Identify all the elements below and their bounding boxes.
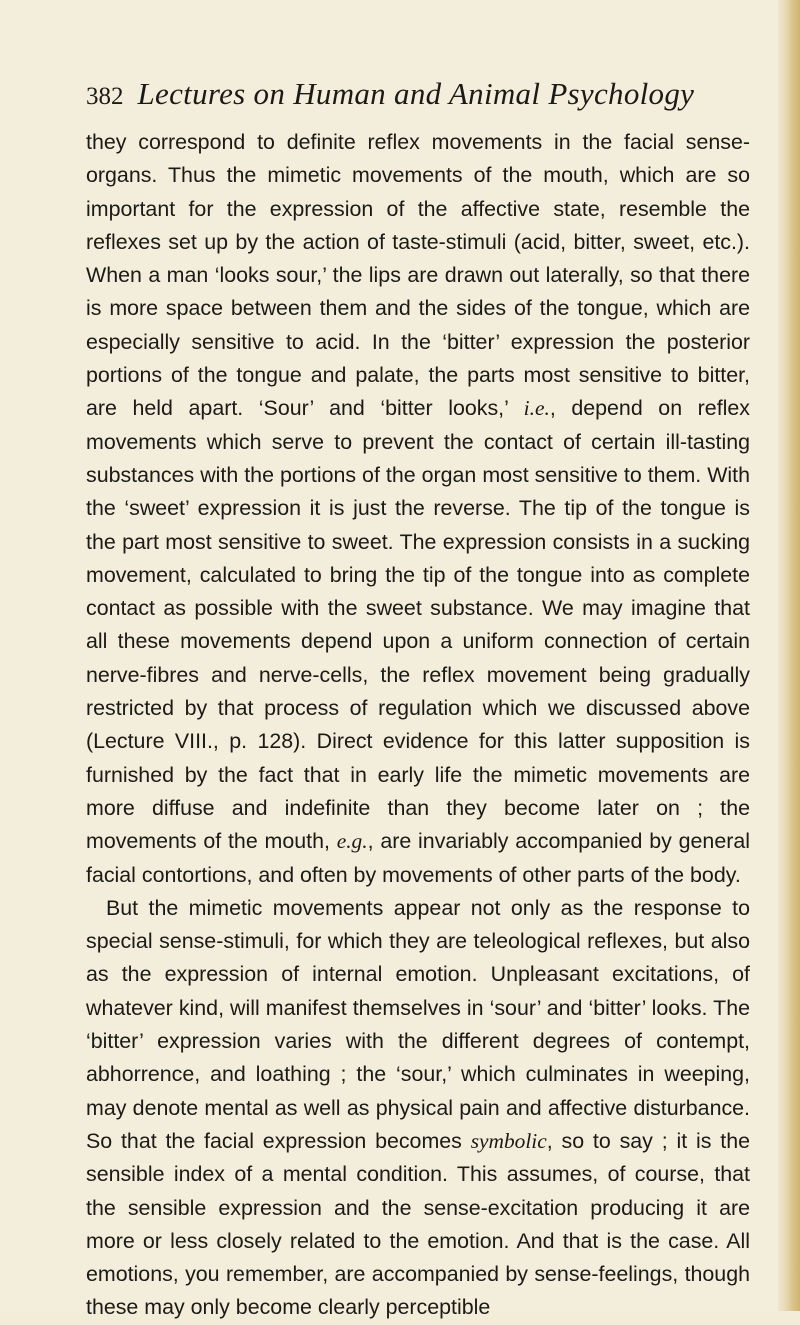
page-edge — [778, 0, 800, 1311]
text-run: , so to say ; it is the sensible index of a mental condition. This assumes, of course, that the sensible expression and the sense-excitation producing it are more or less closely related to the emotion. And that is the case. All emotions, you remember, are accompanied by sense-feelings, though these may only become clearly perceptible — [86, 1128, 750, 1320]
italic-run: e.g. — [336, 829, 368, 854]
text-run: , depend on reflex movements which serve to prevent the contact of certain ill-tasting substances with the portions of the organ most sensitive to them. With the ‘sweet’ expression it is just the reverse. The tip of the tongue is the part most sensitive to sweet. The expression consists in a sucking movement, calculated to bring the tip of the tongue into as complete contact as possible with the sweet substance. We may imagine that all these movements depend upon a uniform connection of certain nerve-fibres and nerve-cells, the reflex movement being gradually restricted by that process of regulation which we discussed above (Lecture VIII., p. 128). Direct evidence for this latter supposition is furnished by the fact that in early life the mimetic movements are more diffuse and indefinite than they become later on ; the movements of the mouth, — [86, 396, 750, 854]
text-run: they correspond to definite reflex movements in the facial sense-organs. Thus the mimetic movements of the mouth, which are so important for the expression of the affective state, resemble the reflexes set up by the action of taste-stimuli (acid, bitter, sweet, etc.). When a man ‘looks sour,’ the lips are drawn out laterally, so that there is more space between them and the sides of the tongue, which are especially sensitive to acid. In the ‘bitter’ expression the posterior portions of the tongue and palate, the parts most sensitive to bitter, are held apart. ‘Sour’ and ‘bitter looks,’ — [86, 130, 750, 421]
running-header — [86, 70, 694, 118]
paragraph — [86, 892, 750, 1325]
page-number: 382 — [86, 83, 124, 110]
body-text — [86, 126, 750, 1325]
italic-run: i.e. — [523, 396, 550, 421]
text-run: , are invariably accompanied by general facial contortions, and often by movements of other parts of the body. — [86, 829, 750, 887]
running-title: Lectures on Human and Animal Psychology — [137, 76, 695, 111]
paragraph — [86, 126, 750, 892]
italic-run: symbolic — [470, 1128, 547, 1153]
text-run: But the mimetic movements appear not only as the response to special sense-stimuli, for which they are teleological reflexes, but also as the expression of internal emotion. Unpleasant excitations, of whatever kind, will manifest themselves in ‘sour’ and ‘bitter’ looks. The ‘bitter’ expression varies with the different degrees of contempt, abhorrence, and loathing ; the ‘sour,’ which culminates in weeping, may denote mental as well as physical pain and affective disturbance. So that the facial expression becomes — [86, 895, 750, 1153]
